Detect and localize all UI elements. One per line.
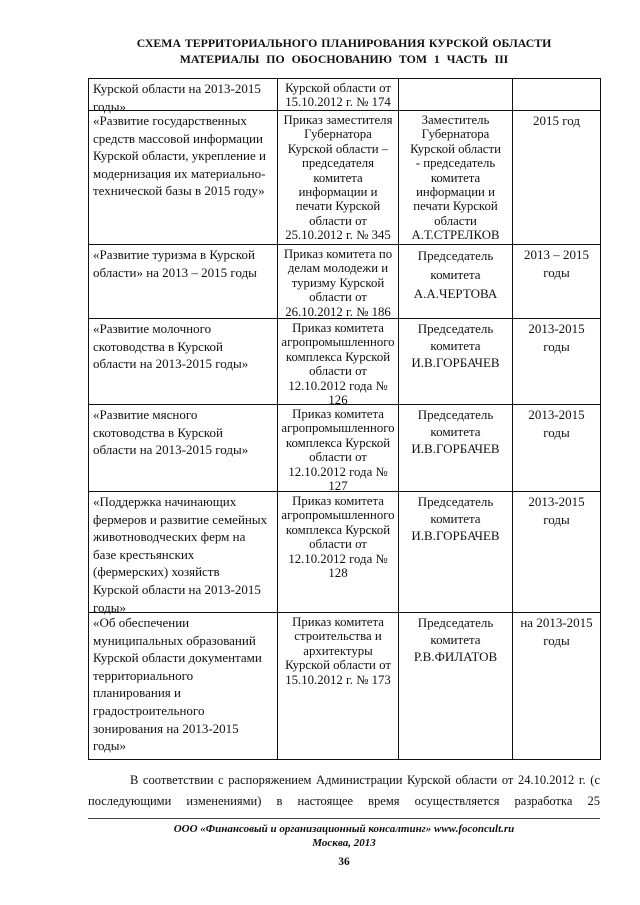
responsible-person-cell: Председатель комитета И.В.ГОРБАЧЕВ [399,319,513,407]
program-name-cell: «Об обеспечении муниципальных образований Курской области документами территориального планирования и градостроительного зонирования на 2013-2015 годы» [89,613,278,759]
responsible-person-cell: Председатель комитета Р.В.ФИЛАТОВ [399,613,513,759]
approval-order-cell: Приказ комитета строительства и архитектуры Курской области от 15.10.2012 г. № 173 [278,613,399,759]
program-name-cell: «Развитие мясного скотоводства в Курской области на 2013-2015 годы» [89,405,278,493]
implementation-period-cell: 2013 – 2015 годы [513,245,601,319]
responsible-person-cell: Председатель комитета А.А.ЧЕРТОВА [399,245,513,319]
approval-order-cell: Приказ комитета агропромышленного комплекса Курской области от 12.10.2012 года № 126 [278,319,399,407]
approval-order-cell: Приказ комитета по делам молодежи и туризму Курской области от 26.10.2012 г. № 186 [278,245,399,319]
document-footer [88,822,600,850]
footer-company: ООО «Финансовый и организационный консалтинг» www.foconcult.ru [173,823,515,835]
responsible-person-cell: Заместитель Губернатора Курской области - председатель комитета информации и печати Курской области А.Т.СТРЕЛКОВ [399,111,513,244]
responsible-person-cell [399,79,513,115]
implementation-period-cell: 2015 год [513,111,601,244]
table-row [89,405,601,492]
approval-order-cell: Приказ заместителя Губернатора Курской области – председателя комитета информации и печати Курской области от 25.10.2012 г. № 345 [278,111,399,244]
implementation-period-cell: на 2013-2015 годы [513,613,601,759]
approval-order-cell: Курской области от 15.10.2012 г. № 174 [278,79,399,115]
document-header [88,35,600,67]
responsible-person-cell: Председатель комитета И.В.ГОРБАЧЕВ [399,405,513,493]
table-row [89,613,601,760]
table-row [89,319,601,408]
implementation-period-cell: 2013-2015 годы [513,319,601,407]
table-row [89,111,601,245]
page-number: 36 [338,856,350,868]
programs-table [88,78,601,760]
header-title: СХЕМА ТЕРРИТОРИАЛЬНОГО ПЛАНИРОВАНИЯ КУРСКОЙ ОБЛАСТИ [136,36,552,50]
program-name-cell: «Развитие государственных средств массовой информации Курской области, укрепление и модернизация их материально-технической базы в 2015 году» [89,111,278,244]
approval-order-cell: Приказ комитета агропромышленного комплекса Курской области от 12.10.2012 года № 127 [278,405,399,493]
implementation-period-cell: 2013-2015 годы [513,492,601,616]
program-name-cell: Курской области на 2013-2015 годы» [89,79,278,115]
approval-order-cell: Приказ комитета агропромышленного комплекса Курской области от 12.10.2012 года № 128 [278,492,399,616]
footer-city-year: Москва, 2013 [312,837,376,849]
footer-divider [88,818,600,819]
program-name-cell: «Развитие молочного скотоводства в Курской области на 2013-2015 годы» [89,319,278,407]
body-paragraph: В соответствии с распоряжением Администрации Курской области от 24.10.2012 г. (с последующими изменениями) в настоящее время осуществляется разработка 25 [88,773,600,808]
program-name-cell: «Поддержка начинающих фермеров и развитие семейных животноводческих ферм на базе крестьянских (фермерских) хозяйств Курской области на 2013-2015 годы» [89,492,278,616]
responsible-person-cell: Председатель комитета И.В.ГОРБАЧЕВ [399,492,513,616]
implementation-period-cell: 2013-2015 годы [513,405,601,493]
implementation-period-cell [513,79,601,115]
table-row [89,492,601,613]
table-row [89,79,601,114]
table-row [89,245,601,319]
header-subtitle: МАТЕРИАЛЫ ПО ОБОСНОВАНИЮ ТОМ 1 ЧАСТЬ III [179,52,509,66]
program-name-cell: «Развитие туризма в Курской области» на 2013 – 2015 годы [89,245,278,319]
